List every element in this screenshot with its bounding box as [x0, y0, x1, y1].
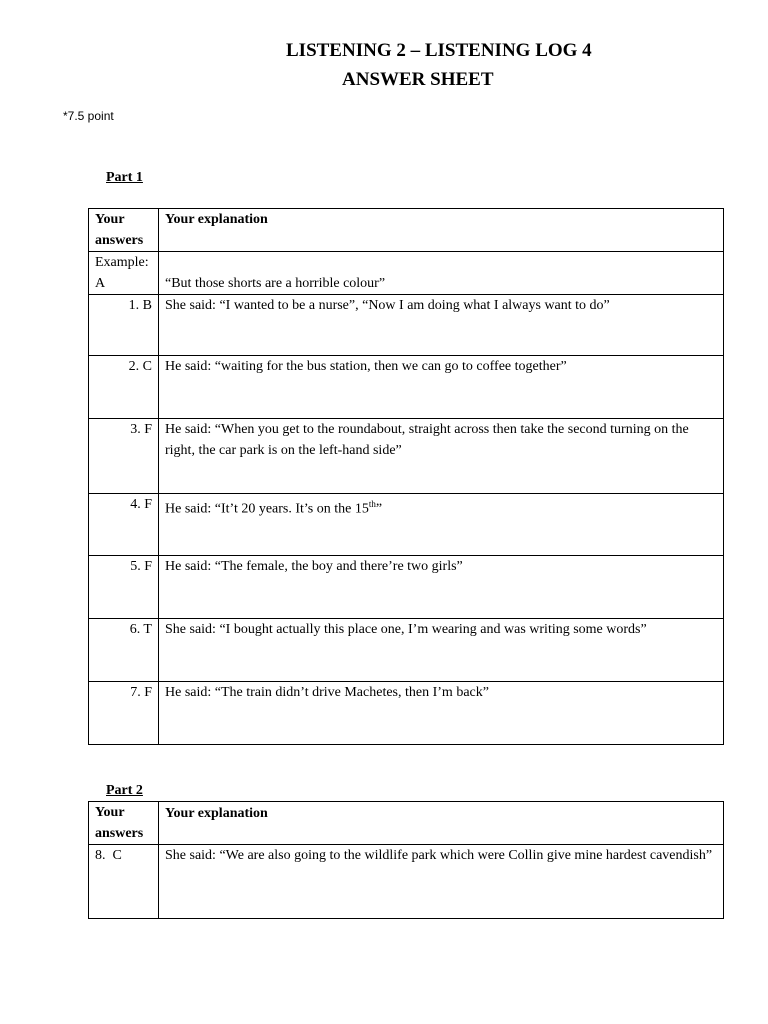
explanation-text-end: ” [375, 501, 383, 517]
answer-cell: 2. C [89, 356, 159, 419]
example-explanation: “But those shorts are a horrible colour” [159, 252, 724, 295]
table-row [89, 494, 724, 556]
answer-cell: 6. T [89, 619, 159, 682]
explanation-cell: He said: “When you get to the roundabout, straight across then take the second turning on the right, the car park is on the left-hand side” [159, 419, 724, 494]
table-row [89, 295, 724, 356]
table-row [89, 356, 724, 419]
document-subtitle: ANSWER SHEET [342, 69, 494, 90]
answer-cell: 8. C [89, 845, 159, 919]
example-row [89, 252, 724, 295]
example-label: Example: [95, 255, 149, 270]
explanation-cell: She said: “I bought actually this place one, I’m wearing and was writing some words” [159, 619, 724, 682]
explanation-cell: She said: “I wanted to be a nurse”, “Now I am doing what I always want to do” [159, 295, 724, 356]
part2-heading: Part 2 [106, 783, 143, 798]
example-answer-cell [89, 252, 159, 295]
column-header-explanation: Your explanation [159, 209, 724, 252]
ordinal-suffix: th [368, 499, 376, 509]
column-header-explanation: Your explanation [159, 802, 724, 845]
explanation-cell: He said: “The female, the boy and there’re two girls” [159, 556, 724, 619]
table-row [89, 845, 724, 919]
explanation-cell [159, 494, 724, 556]
answer-cell: 1. B [89, 295, 159, 356]
example-answer: A [95, 276, 106, 291]
table-header-row [89, 209, 724, 252]
explanation-cell: He said: “waiting for the bus station, then we can go to coffee together” [159, 356, 724, 419]
explanation-cell: He said: “The train didn’t drive Machetes, then I’m back” [159, 682, 724, 745]
part2-table [88, 801, 724, 919]
table-row [89, 556, 724, 619]
column-header-answers: Your answers [89, 209, 159, 252]
table-row [89, 619, 724, 682]
part1-heading: Part 1 [106, 170, 143, 185]
explanation-text: He said: “It’t 20 years. It’s on the 15 [165, 501, 369, 517]
point-note: *7.5 point [63, 109, 114, 123]
table-header-row [89, 802, 724, 845]
table-row [89, 682, 724, 745]
table-row [89, 419, 724, 494]
column-header-answers: Your answers [89, 802, 159, 845]
answer-cell: 3. F [89, 419, 159, 494]
explanation-cell: She said: “We are also going to the wildlife park which were Collin give mine hardest cavendish” [159, 845, 724, 919]
document-title: LISTENING 2 – LISTENING LOG 4 [286, 40, 592, 61]
part1-table [88, 208, 724, 745]
answer-cell: 5. F [89, 556, 159, 619]
answer-cell: 4. F [89, 494, 159, 556]
answer-cell: 7. F [89, 682, 159, 745]
